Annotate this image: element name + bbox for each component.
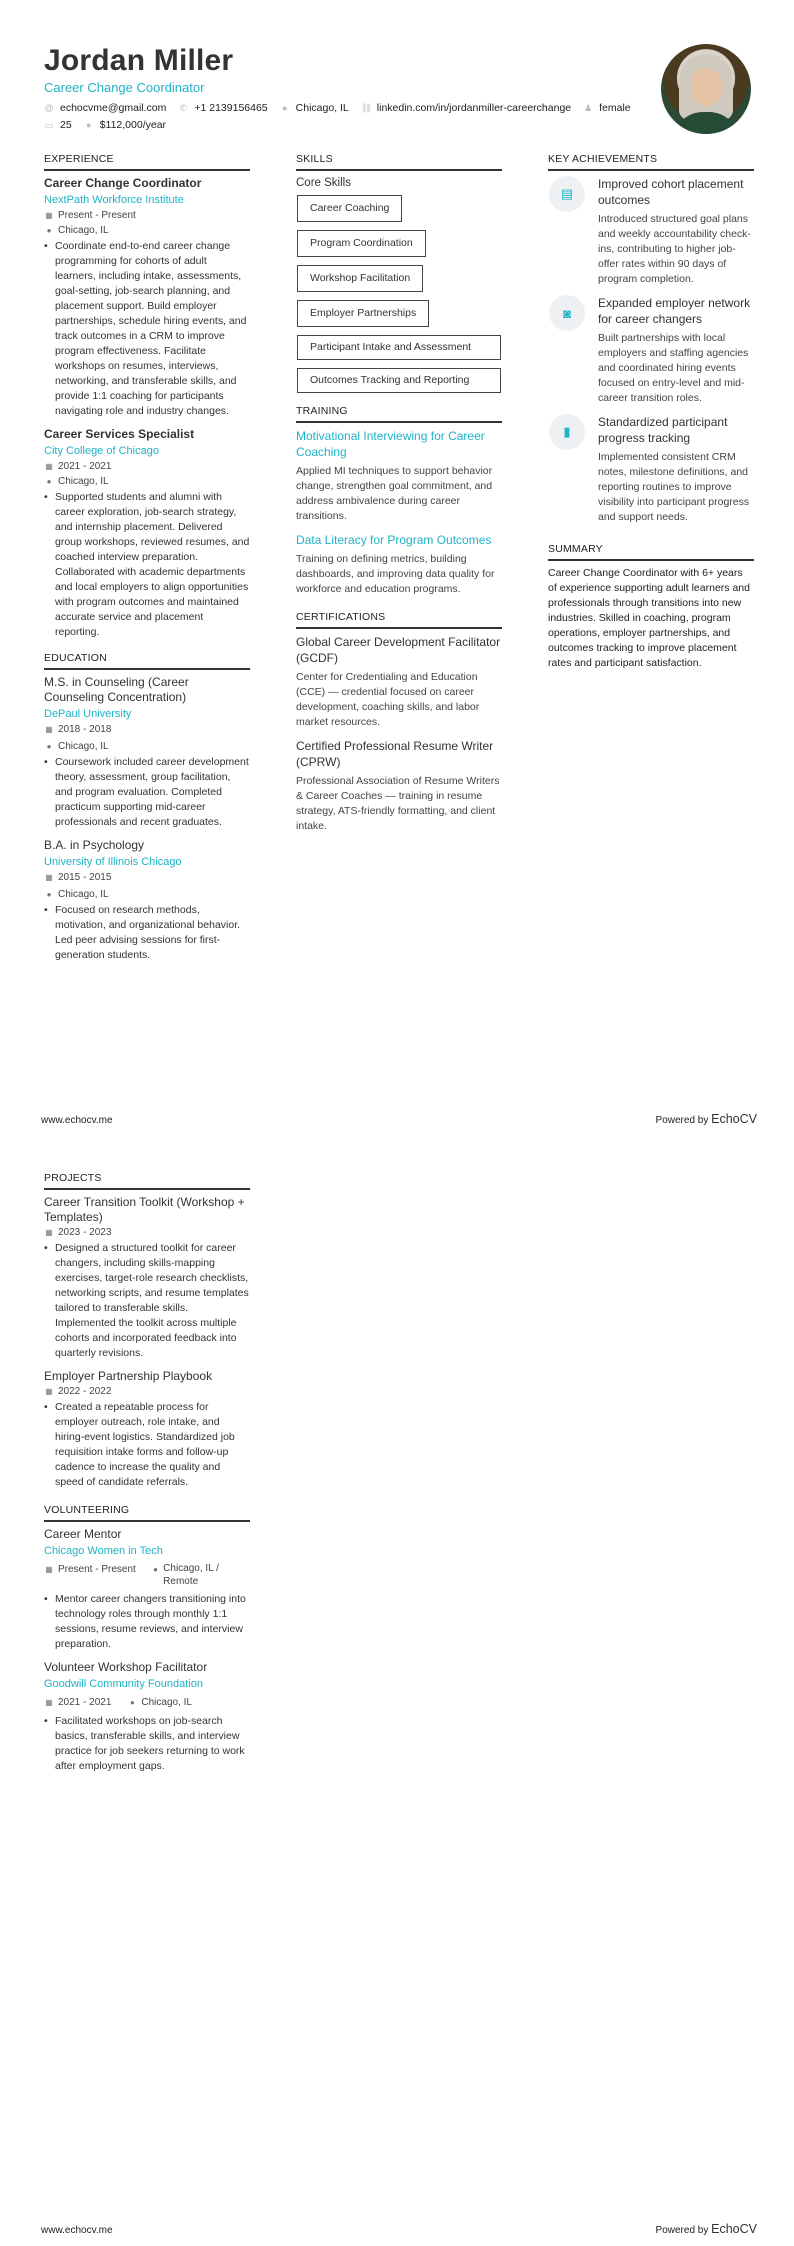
money-icon: ● xyxy=(85,120,92,130)
person-icon: ♟ xyxy=(584,103,593,113)
skill-chip: Program Coordination xyxy=(297,230,426,257)
calendar-icon: ▦ xyxy=(45,1565,53,1574)
at-icon: @ xyxy=(44,103,54,113)
calendar-icon: ▦ xyxy=(45,1228,53,1237)
skill-chip: Participant Intake and Assessment xyxy=(297,335,501,360)
section-title: CERTIFICATIONS xyxy=(296,611,502,629)
footer-site-link[interactable]: www.echocv.me xyxy=(41,2225,113,2236)
training-title: Motivational Interviewing for Career Coaching xyxy=(296,429,485,459)
section-title: TRAINING xyxy=(296,405,502,423)
date-range: ▦ 2022 - 2022 xyxy=(45,1386,112,1397)
bullet-point: • Coordinate end-to-end career change programming for cohorts of adult learners, including intake, assessments, goal-setting, job-search planning, and placement support. Build employer partnerships, schedule hiring events, and track outcomes in a CRM to improve program effectiveness. Facilitate workshops on resumes, interviews, networking, and transferable skills, and provide 1:1 coaching for participants navigating role and industry changes. xyxy=(44,239,250,419)
certification-description: Center for Credentialing and Education (CCE) — credential focused on career development, coaching skills, and labor market resources. xyxy=(296,671,480,728)
link-icon: ⛓ xyxy=(360,103,373,113)
right-column xyxy=(548,153,754,671)
contact-email[interactable] xyxy=(44,102,166,115)
project-entry xyxy=(44,1369,250,1490)
location: ● Chicago, IL xyxy=(44,739,250,754)
achievements-section xyxy=(548,153,754,525)
project-title: Employer Partnership Playbook xyxy=(44,1369,213,1383)
calendar-icon: ▦ xyxy=(45,462,53,471)
contact-list xyxy=(44,102,664,132)
skills-section xyxy=(296,153,502,393)
resume-header xyxy=(44,44,644,132)
achievement-item xyxy=(548,295,754,406)
achievement-title: Standardized participant progress tracking xyxy=(598,415,728,445)
school-name: University of Illinois Chicago xyxy=(44,856,182,868)
contact-phone[interactable] xyxy=(178,102,267,115)
contact-linkedin[interactable] xyxy=(361,102,571,115)
contact-location xyxy=(280,102,349,115)
training-entry xyxy=(296,428,502,524)
contact-salary xyxy=(84,119,166,132)
contact-age xyxy=(44,119,72,132)
organization-name: Chicago Women in Tech xyxy=(44,1545,163,1557)
degree-title: B.A. in Psychology xyxy=(44,838,145,852)
section-title: SUMMARY xyxy=(548,543,754,561)
contact-age-value: 25 xyxy=(60,119,72,131)
certification-description: Professional Association of Resume Writers & Career Coaches — training in resume strategy, ATS-friendly formatting, and client intake. xyxy=(296,775,500,832)
date-range: ▦ 2021 - 2021 xyxy=(45,461,112,472)
candidate-title: Career Change Coordinator xyxy=(44,80,205,95)
left-column xyxy=(44,153,250,971)
project-entry xyxy=(44,1195,250,1361)
location-pin-icon: ● xyxy=(153,1565,158,1574)
location-pin-icon: ● xyxy=(46,226,52,235)
training-description: Training on defining metrics, building dashboards, and improving data quality for workforce and education programs. xyxy=(296,553,495,595)
experience-section xyxy=(44,153,250,640)
volunteer-entry xyxy=(44,1527,250,1652)
calendar-icon: ▦ xyxy=(45,1698,53,1707)
location: ● Chicago, IL xyxy=(44,474,250,489)
experience-entry xyxy=(44,427,250,640)
achievement-description: Implemented consistent CRM notes, milestone definitions, and reporting routines to improve visibility into participant progress and support needs. xyxy=(598,451,750,523)
footer-site-link[interactable]: www.echocv.me xyxy=(41,1115,113,1126)
powered-by: Powered by EchoCV xyxy=(655,2222,757,2236)
location: ● Chicago, IL / Remote xyxy=(153,1563,219,1587)
camera-icon: ◙ xyxy=(549,295,585,331)
resume-page-2 xyxy=(0,1123,794,2246)
date-range: ▦ 2021 - 2021 xyxy=(45,1697,112,1708)
date-range: ▦ 2015 - 2015 xyxy=(45,872,112,883)
degree-title: M.S. in Counseling (Career Counseling Concentration) xyxy=(44,675,189,704)
training-title: Data Literacy for Program Outcomes xyxy=(296,533,492,547)
bullet-point: • Created a repeatable process for employer outreach, role intake, and hiring-event logistics. Standardized job requisition intake forms and follow-up cadence to increase the quality and speed of candidate referrals. xyxy=(44,1400,250,1490)
page-footer xyxy=(41,2222,757,2236)
avatar xyxy=(661,44,751,134)
date-range: ▦ Present - Present xyxy=(45,210,136,221)
date-range: ▦ Present - Present xyxy=(45,1564,136,1575)
contact-phone-value: +1 2139156465 xyxy=(194,102,268,114)
volunteer-entry xyxy=(44,1660,250,1774)
calendar-icon: ▦ xyxy=(45,873,53,882)
certifications-section xyxy=(296,611,502,834)
training-entry xyxy=(296,532,502,597)
bullet-point: • Mentor career changers transitioning into technology roles through monthly 1:1 sessions, resume reviews, and interview preparation. xyxy=(44,1592,250,1652)
contact-linkedin-value: linkedin.com/in/jordanmiller-careerchange xyxy=(376,102,572,114)
phone-icon: ✆ xyxy=(179,103,188,113)
date-range: ▦ 2018 - 2018 xyxy=(45,724,112,735)
achievement-title: Expanded employer network for career changers xyxy=(598,296,751,326)
contact-gender xyxy=(583,102,631,115)
location: ● Chicago, IL xyxy=(127,1695,192,1710)
volunteer-role: Volunteer Workshop Facilitator xyxy=(44,1660,208,1674)
bullet-point: • Facilitated workshops on job-search basics, transferable skills, and interview practice for job seekers returning to work after employment gaps. xyxy=(44,1714,250,1774)
skill-chip: Career Coaching xyxy=(297,195,402,222)
middle-column xyxy=(296,153,502,842)
project-title: Career Transition Toolkit (Workshop + Templates) xyxy=(44,1195,245,1224)
employer-name: City College of Chicago xyxy=(44,445,159,457)
location-pin-icon: ● xyxy=(46,742,52,751)
skill-chip: Employer Partnerships xyxy=(297,300,429,327)
brand-logo[interactable]: EchoCV xyxy=(711,2222,757,2236)
section-title: VOLUNTEERING xyxy=(44,1504,250,1522)
contact-email-value: echocvme@gmail.com xyxy=(60,102,167,114)
bar-chart-icon: ▮ xyxy=(549,414,585,450)
volunteering-section xyxy=(44,1504,250,1774)
left-column xyxy=(44,1172,250,1782)
role-title: Career Services Specialist xyxy=(44,427,195,441)
date-range: ▦ 2023 - 2023 xyxy=(45,1227,112,1238)
bullet-point: • Coursework included career development theory, assessment, group facilitation, and program evaluation. Completed practicum supporting mid-career professionals and recent graduates. xyxy=(44,755,250,830)
experience-entry xyxy=(44,176,250,419)
skill-chip: Outcomes Tracking and Reporting xyxy=(297,368,501,393)
skill-chip: Workshop Facilitation xyxy=(297,265,423,292)
achievement-description: Built partnerships with local employers and staffing agencies and coordinated hiring events focused on entry-level and mid-career transition roles. xyxy=(598,332,749,404)
calendar-icon: ▦ xyxy=(45,1387,53,1396)
volunteer-role: Career Mentor xyxy=(44,1527,122,1541)
certification-title: Certified Professional Resume Writer (CPRW) xyxy=(296,739,494,769)
section-title: EDUCATION xyxy=(44,652,250,670)
document-icon: ▤ xyxy=(549,176,585,212)
bullet-point: • Supported students and alumni with career exploration, job-search strategy, and internship placement. Delivered group workshops, reviewed resumes, and coached interview preparation. Collaborated with academic departments and local employers to align opportunities with program outcomes and maintained accurate service and placement reporting. xyxy=(44,490,250,640)
education-entry xyxy=(44,838,250,963)
location-pin-icon: ● xyxy=(129,1698,135,1707)
achievement-item xyxy=(548,414,754,525)
training-section xyxy=(296,405,502,597)
contact-gender-value: female xyxy=(599,102,631,114)
location-pin-icon: ● xyxy=(46,890,52,899)
education-entry xyxy=(44,675,250,830)
summary-text: Career Change Coordinator with 6+ years of experience supporting adult learners and professionals through transitions into new industries. Skilled in coaching, program operations, employer partnerships, and outcomes tracking to improve placement rates and participant satisfaction. xyxy=(548,567,750,669)
achievement-description: Introduced structured goal plans and weekly accountability check-ins, contributing to higher job-offer rates within 90 days of program completion. xyxy=(598,213,751,285)
location-pin-icon: ● xyxy=(46,477,52,486)
certification-title: Global Career Development Facilitator (GCDF) xyxy=(296,635,501,665)
location: ● Chicago, IL xyxy=(44,223,250,238)
certification-entry xyxy=(296,634,502,730)
contact-location-value: Chicago, IL xyxy=(295,102,349,114)
section-title: SKILLS xyxy=(296,153,502,171)
summary-section xyxy=(548,543,754,671)
education-section xyxy=(44,652,250,963)
location-pin-icon: ● xyxy=(281,103,288,113)
section-title: KEY ACHIEVEMENTS xyxy=(548,153,754,171)
calendar-icon: ▭ xyxy=(44,120,54,130)
organization-name: Goodwill Community Foundation xyxy=(44,1678,203,1690)
calendar-icon: ▦ xyxy=(45,211,53,220)
contact-salary-value: $112,000/year xyxy=(99,119,167,131)
candidate-name: Jordan Miller xyxy=(44,44,234,77)
achievement-title: Improved cohort placement outcomes xyxy=(598,177,744,207)
bullet-point: • Focused on research methods, motivation, and organizational behavior. Led peer advising sessions for first-generation students. xyxy=(44,903,250,963)
employer-name: NextPath Workforce Institute xyxy=(44,194,184,206)
skill-group-title: Core Skills xyxy=(296,177,351,189)
certification-entry xyxy=(296,738,502,834)
brand-logo[interactable]: EchoCV xyxy=(711,1112,757,1126)
section-title: PROJECTS xyxy=(44,1172,250,1190)
location: ● Chicago, IL xyxy=(44,887,250,902)
calendar-icon: ▦ xyxy=(45,725,53,734)
bullet-point: • Designed a structured toolkit for career changers, including skills-mapping exercises, target-role research checklists, networking scripts, and resume templates tailored to transferable skills. Implemented the toolkit across multiple cohorts and incorporated feedback into quarterly revisions. xyxy=(44,1241,250,1361)
section-title: EXPERIENCE xyxy=(44,153,250,171)
school-name: DePaul University xyxy=(44,708,132,720)
training-description: Applied MI techniques to support behavior change, strengthen goal commitment, and address ambivalence during career transitions. xyxy=(296,465,493,522)
role-title: Career Change Coordinator xyxy=(44,176,202,190)
projects-section xyxy=(44,1172,250,1490)
powered-by: Powered by EchoCV xyxy=(655,1112,757,1126)
achievement-item xyxy=(548,176,754,287)
